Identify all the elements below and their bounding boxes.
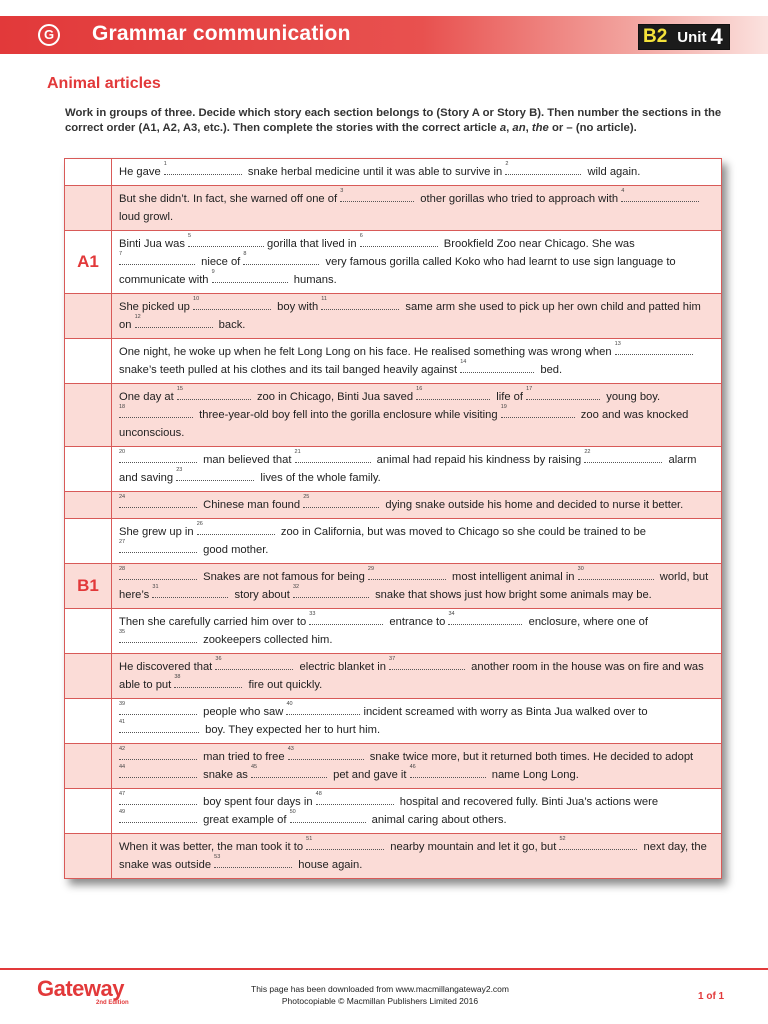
instructions [65, 106, 725, 135]
sentence-text: Brookfield Zoo near Chicago. She was [440, 238, 635, 250]
blank-number: 21 [294, 449, 301, 455]
sentence-text: lives of the whole family. [257, 472, 381, 484]
table-row [65, 609, 722, 654]
footer-divider [0, 968, 768, 970]
blank-number: 11 [321, 296, 327, 302]
blank-number: 9 [211, 269, 215, 275]
table-row [65, 231, 722, 294]
table-row [65, 339, 722, 384]
sentence-text: zoo in California, but was moved to Chicago so she could be trained to be [277, 526, 646, 538]
blank-number: 52 [559, 836, 566, 842]
blank-number: 27 [119, 539, 126, 545]
answer-blank[interactable] [359, 233, 438, 247]
table-row [65, 447, 722, 492]
order-cell[interactable] [65, 159, 112, 186]
answer-blank[interactable] [119, 764, 197, 778]
sentence-text: electric blanket in [296, 661, 390, 673]
blank-number: 29 [367, 566, 375, 572]
blank-number: 33 [309, 611, 316, 617]
answer-blank[interactable] [119, 566, 197, 580]
answer-blank[interactable] [243, 251, 319, 265]
sentence-text: story about [231, 589, 293, 601]
section-text-cell [112, 654, 722, 699]
sentence-text: gorilla that lived in [267, 238, 360, 250]
blank-number: 28 [119, 566, 126, 572]
order-cell[interactable]: B1 [65, 564, 112, 609]
blank-number: 40 [286, 701, 293, 707]
sentence-text: young boy. [603, 391, 661, 403]
section-title: Animal articles [47, 75, 161, 92]
sentence-text: next day, the snake was outside [119, 841, 707, 871]
answer-blank[interactable] [134, 314, 213, 328]
sentence-text: good mother. [200, 544, 269, 556]
sentence-text: loud growl. [119, 211, 174, 223]
sentence-text: great example of [200, 814, 290, 826]
answer-blank[interactable] [460, 359, 534, 373]
sentence-text: wild again. [584, 166, 641, 178]
sentence-text: most intelligent animal in [448, 571, 578, 583]
instructions-sep2: , [525, 121, 532, 134]
blank-number: 12 [134, 314, 141, 320]
page-number: 1 of 1 [698, 991, 725, 1002]
table-row [65, 744, 722, 789]
section-text-cell [112, 789, 722, 834]
sentence-text: snake that shows just how bright some animals may be. [371, 589, 652, 601]
grammar-logo-icon: G [38, 24, 60, 46]
unit-number: 4 [710, 24, 723, 49]
answer-blank[interactable] [294, 449, 371, 463]
table-row [65, 492, 722, 519]
answer-blank[interactable] [119, 629, 197, 643]
section-text-cell [112, 384, 722, 447]
blank-number: 48 [315, 791, 322, 797]
answer-blank[interactable] [119, 251, 195, 265]
table-row [65, 834, 722, 879]
blank-number: 10 [193, 296, 200, 302]
page-title: Grammar communication [92, 22, 351, 45]
section-text-cell [112, 609, 722, 654]
blank-number: 45 [251, 764, 258, 770]
sentence-text: zookeepers collected him. [200, 634, 333, 646]
sentence-text: zoo and was knocked unconscious. [119, 409, 689, 439]
blank-number: 37 [389, 656, 396, 662]
footer-download-line: This page has been downloaded from www.macmillangateway2.com [251, 984, 509, 994]
table-row [65, 699, 722, 744]
article-a: a [499, 121, 507, 134]
sentence-text: man tried to free [200, 751, 288, 763]
sentence-text: snake herbal medicine until it was able to survive in [244, 166, 506, 178]
blank-number: 51 [306, 836, 313, 842]
sentence-text: snake as [200, 769, 251, 781]
answer-blank[interactable] [196, 521, 275, 535]
order-cell[interactable] [65, 519, 112, 564]
section-text-cell [112, 186, 722, 231]
blank-number: 16 [416, 386, 423, 392]
blank-number: 36 [215, 656, 222, 662]
answer-blank[interactable] [119, 791, 197, 805]
answer-blank[interactable] [119, 809, 197, 823]
order-cell[interactable] [65, 834, 112, 879]
answer-blank[interactable] [614, 341, 693, 355]
section-text-cell [112, 699, 722, 744]
sentence-text: boy spent four days in [200, 796, 316, 808]
section-text-cell [112, 231, 722, 294]
section-text-cell [112, 492, 722, 519]
sentence-text: animal had repaid his kindness by raising [373, 454, 585, 466]
sentence-text: snake twice more, but it returned both times. He decided to adopt [366, 751, 694, 763]
section-text-cell [112, 834, 722, 879]
table-row [65, 159, 722, 186]
order-cell[interactable] [65, 744, 112, 789]
answer-blank[interactable] [315, 791, 394, 805]
answer-blank[interactable] [176, 467, 254, 481]
blank-number: 5 [188, 233, 192, 239]
sentence-text: hospital and recovered fully. Binti Jua’s actions were [396, 796, 659, 808]
blank-number: 46 [409, 764, 416, 770]
answer-blank[interactable] [389, 656, 465, 670]
blank-number: 19 [500, 404, 507, 410]
sentence-text: pet and gave it [330, 769, 410, 781]
section-text-cell [112, 447, 722, 492]
footer-text [200, 983, 560, 1007]
blank-number: 38 [174, 674, 181, 680]
sentence-text: Snakes are not famous for being [200, 571, 368, 583]
section-text-cell [112, 339, 722, 384]
section-text-cell [112, 294, 722, 339]
section-text-cell [112, 519, 722, 564]
sentence-text: She grew up in [119, 526, 197, 538]
answer-blank[interactable] [367, 566, 446, 580]
sentence-text: She picked up [119, 301, 194, 313]
sentence-text: He discovered that [119, 661, 216, 673]
blank-number: 35 [119, 629, 126, 635]
blank-number: 24 [119, 494, 126, 500]
order-cell[interactable] [65, 339, 112, 384]
blank-number: 18 [119, 404, 126, 410]
sentence-text: niece of [198, 256, 244, 268]
sentence-text: incident screamed with worry as Binta Jua walked over to [363, 706, 648, 718]
answer-blank[interactable] [559, 836, 637, 850]
section-text-cell [112, 159, 722, 186]
blank-number: 53 [214, 854, 221, 860]
sentence-text: house again. [295, 859, 363, 871]
blank-number: 13 [614, 341, 621, 347]
answer-blank[interactable] [292, 584, 369, 598]
answer-blank[interactable] [119, 719, 199, 733]
answer-blank[interactable] [448, 611, 522, 625]
sentence-text: One night, he woke up when he felt Long Long on his face. He realised something was wrong when [119, 346, 615, 358]
answer-blank[interactable] [621, 188, 699, 202]
blank-number: 20 [119, 449, 126, 455]
sentence-text: He gave [119, 166, 164, 178]
sentence-text: man believed that [200, 454, 295, 466]
sentence-text: But she didn’t. In fact, she warned off one of [119, 193, 341, 205]
answer-blank[interactable] [215, 656, 293, 670]
sentence-text: zoo in Chicago, Binti Jua saved [253, 391, 417, 403]
sentence-text: boy with [274, 301, 322, 313]
exercise-table [64, 158, 722, 879]
unit-label: Unit [677, 28, 707, 46]
sentence-text: animal caring about others. [368, 814, 507, 826]
blank-number: 1 [163, 161, 167, 167]
answer-blank[interactable] [119, 701, 197, 715]
article-the: the [531, 121, 549, 134]
section-text-cell [112, 564, 722, 609]
answer-blank[interactable] [119, 746, 197, 760]
answer-blank[interactable] [176, 386, 251, 400]
answer-blank[interactable] [306, 836, 384, 850]
sentence-text: snake’s teeth pulled at his clothes and its tail banged heavily against [119, 364, 461, 376]
exercise-rows [65, 159, 722, 879]
answer-blank[interactable] [321, 296, 399, 310]
answer-blank[interactable] [287, 746, 364, 760]
answer-blank[interactable] [119, 494, 197, 508]
blank-number: 7 [119, 251, 123, 257]
blank-number: 41 [119, 719, 126, 725]
instructions-sep1: , [506, 121, 513, 134]
sentence-text: life of [493, 391, 527, 403]
sentence-text: name Long Long. [488, 769, 579, 781]
unit-badge [638, 24, 730, 50]
answer-blank[interactable] [340, 188, 414, 202]
sentence-text: another room in the house was on fire and was able to put [119, 661, 704, 691]
table-row [65, 294, 722, 339]
blank-number: 15 [176, 386, 183, 392]
table-row [65, 519, 722, 564]
sentence-text: nearby mountain and let it go, but [387, 841, 560, 853]
blank-number: 32 [292, 584, 300, 590]
instructions-text: Work in groups of three. Decide which story each section belongs to (Story A or Story B). Then number the sections in the correct order (A1, A2, A3, etc.). Then complete the stories with the correct article [65, 107, 722, 134]
answer-blank[interactable] [152, 584, 228, 598]
sentence-text: other gorillas who tried to approach with [417, 193, 622, 205]
blank-number: 23 [176, 467, 183, 473]
blank-number: 2 [505, 161, 509, 167]
sentence-text: world, but here’s [119, 571, 709, 601]
answer-blank[interactable] [500, 404, 575, 418]
order-cell[interactable] [65, 654, 112, 699]
blank-number: 34 [448, 611, 455, 617]
instructions-tail: or – (no article). [548, 121, 637, 134]
answer-blank[interactable] [119, 404, 193, 418]
section-text-cell [112, 744, 722, 789]
answer-blank[interactable] [409, 764, 486, 778]
order-cell[interactable] [65, 294, 112, 339]
sentence-text: enclosure, where one of [525, 616, 649, 628]
order-cell[interactable] [65, 186, 112, 231]
blank-number: 17 [526, 386, 533, 392]
sentence-text: bed. [537, 364, 563, 376]
blank-number: 6 [359, 233, 363, 239]
table-row [65, 564, 722, 609]
sentence-text: Then she carefully carried him over to [119, 616, 310, 628]
blank-number: 31 [152, 584, 159, 590]
answer-blank[interactable] [526, 386, 600, 400]
answer-blank[interactable] [505, 161, 581, 175]
answer-blank[interactable] [416, 386, 490, 400]
answer-blank[interactable] [174, 674, 242, 688]
sentence-text: dying snake outside his home and decided to nurse it better. [382, 499, 684, 511]
answer-blank[interactable] [577, 566, 654, 580]
blank-number: 50 [289, 809, 296, 815]
blank-number: 44 [119, 764, 126, 770]
answer-blank[interactable] [163, 161, 242, 175]
level-label: B2 [643, 26, 668, 47]
order-cell[interactable]: A1 [65, 231, 112, 294]
sentence-text: Chinese man found [200, 499, 304, 511]
answer-blank[interactable] [584, 449, 662, 463]
table-row [65, 789, 722, 834]
blank-number: 3 [340, 188, 344, 194]
answer-blank[interactable] [309, 611, 383, 625]
sentence-text: entrance to [386, 616, 449, 628]
sentence-text: three-year-old boy fell into the gorilla enclosure while visiting [196, 409, 501, 421]
order-cell[interactable] [65, 492, 112, 519]
answer-blank[interactable] [251, 764, 327, 778]
gateway-logo: Gateway [37, 976, 124, 1001]
answer-blank[interactable] [289, 809, 366, 823]
sentence-text: Binti Jua was [119, 238, 189, 250]
table-row [65, 654, 722, 699]
blank-number: 8 [243, 251, 247, 257]
sentence-text: people who saw [200, 706, 287, 718]
edition-label: 2nd Edition [96, 1000, 129, 1006]
answer-blank[interactable] [193, 296, 271, 310]
answer-blank[interactable] [211, 269, 288, 283]
header-band [0, 16, 768, 54]
blank-number: 25 [303, 494, 310, 500]
blank-number: 43 [287, 746, 294, 752]
blank-number: 47 [119, 791, 126, 797]
sentence-text: back. [215, 319, 246, 331]
answer-blank[interactable] [119, 449, 197, 463]
answer-blank[interactable] [214, 854, 292, 868]
sentence-text: humans. [290, 274, 337, 286]
sentence-text: alarm and saving [119, 454, 697, 484]
answer-blank[interactable] [188, 233, 264, 247]
blank-number: 22 [584, 449, 591, 455]
sentence-text: One day at [119, 391, 177, 403]
blank-number: 30 [577, 566, 584, 572]
article-an: an [512, 121, 526, 134]
answer-blank[interactable] [119, 539, 197, 553]
order-cell[interactable] [65, 447, 112, 492]
answer-blank[interactable] [303, 494, 379, 508]
order-cell[interactable] [65, 699, 112, 744]
exercise-table-wrap [64, 158, 722, 879]
sentence-text: boy. They expected her to hurt him. [202, 724, 381, 736]
answer-blank[interactable] [286, 701, 360, 715]
blank-number: 14 [460, 359, 467, 365]
table-row [65, 186, 722, 231]
blank-number: 26 [196, 521, 203, 527]
order-cell[interactable] [65, 384, 112, 447]
footer-copyright-line: Photocopiable © Macmillan Publishers Limited 2016 [281, 996, 479, 1006]
sentence-text: When it was better, the man took it to [119, 841, 307, 853]
table-row [65, 384, 722, 447]
order-cell[interactable] [65, 609, 112, 654]
blank-number: 42 [119, 746, 126, 752]
blank-number: 4 [621, 188, 625, 194]
sentence-text: same arm she used to pick up her own child and patted him on [119, 301, 701, 331]
blank-number: 39 [119, 701, 126, 707]
sentence-text: fire out quickly. [245, 679, 323, 691]
blank-number: 49 [119, 809, 126, 815]
sentence-text: very famous gorilla called Koko who had learnt to use sign language to communicate with [119, 256, 676, 286]
order-cell[interactable] [65, 789, 112, 834]
